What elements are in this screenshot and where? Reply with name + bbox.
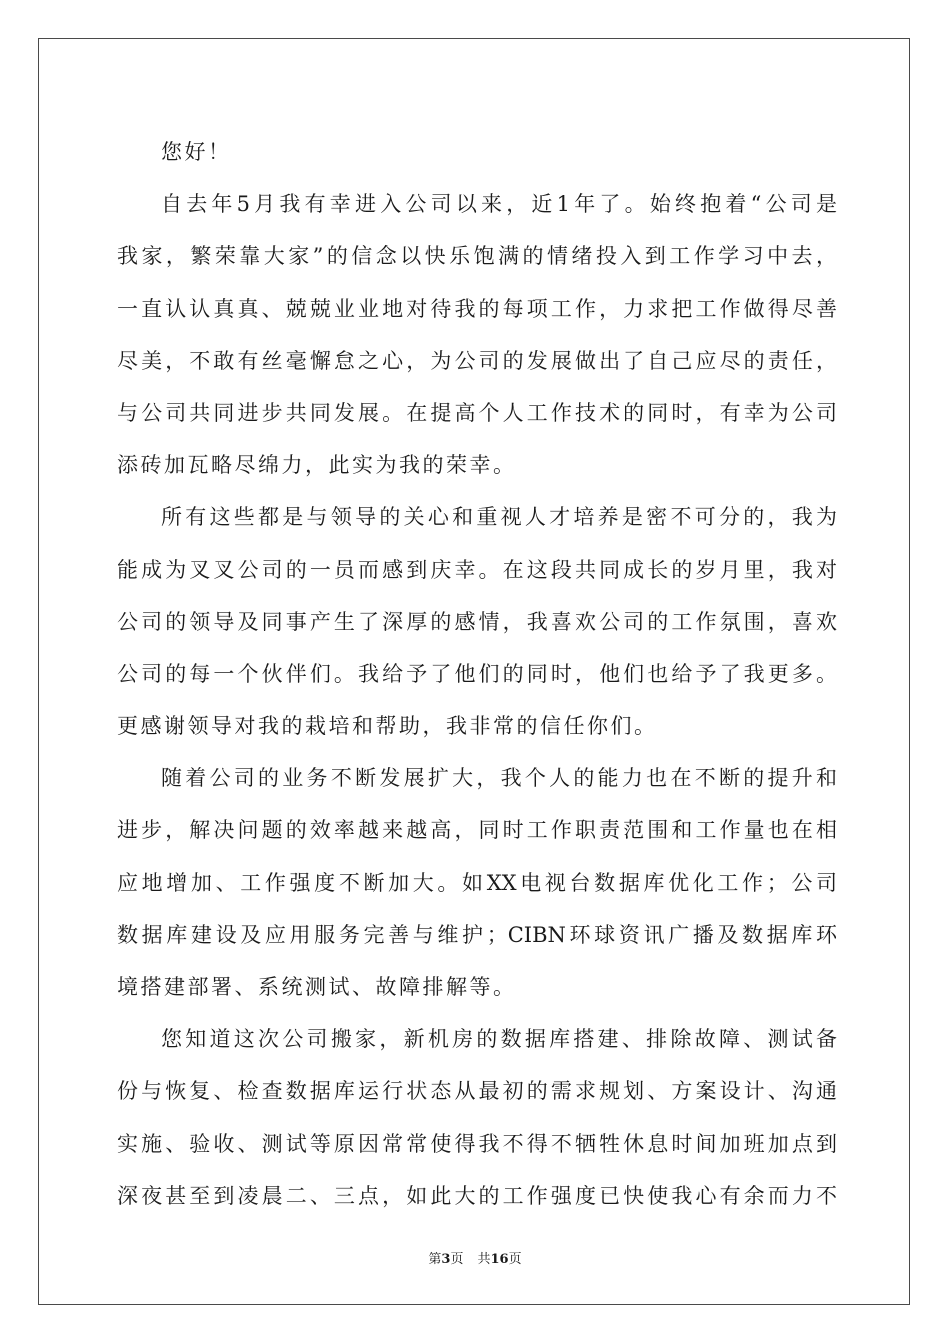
paragraph-2-line-3: 公司的领导及同事产生了深厚的感情，我喜欢公司的工作氛围，喜欢 bbox=[117, 609, 837, 634]
page-footer bbox=[0, 1248, 950, 1267]
total-page-number: 16 bbox=[490, 1252, 509, 1267]
paragraph-3-line-4: 数据库建设及应用服务完善与维护；CIBN环球资讯广播及数据库环 bbox=[117, 922, 837, 947]
letter-body bbox=[117, 126, 837, 1222]
paragraph-3-line-2: 进步，解决问题的效率越来越高，同时工作职责范围和工作量也在相 bbox=[117, 818, 837, 843]
paragraph-1-line-4: 尽美，不敢有丝毫懈怠之心，为公司的发展做出了自己应尽的责任， bbox=[117, 348, 837, 373]
paragraph-1-line-2: 我家，繁荣靠大家”的信念以快乐饱满的情绪投入到工作学习中去， bbox=[117, 244, 837, 269]
total-prefix: 共 bbox=[477, 1252, 491, 1267]
page-unit: 页 bbox=[450, 1252, 464, 1267]
paragraph-4-line-1: 您知道这次公司搬家，新机房的数据库搭建、排除故障、测试备 bbox=[161, 1027, 837, 1052]
paragraph-4-line-3: 实施、验收、测试等原因常常使得我不得不牺牲休息时间加班加点到 bbox=[117, 1131, 837, 1156]
greeting: 您好！ bbox=[161, 140, 232, 164]
paragraph-2-line-2: 能成为叉叉公司的一员而感到庆幸。在这段共同成长的岁月里，我对 bbox=[117, 557, 837, 582]
paragraph-2-line-5: 更感谢领导对我的栽培和帮助，我非常的信任你们。 bbox=[117, 714, 658, 739]
paragraph-1-line-1: 自去年5月我有幸进入公司以来，近1年了。始终抱着“公司是 bbox=[161, 192, 837, 217]
paragraph-3-line-5: 境搭建部署、系统测试、故障排解等。 bbox=[117, 975, 517, 999]
page-prefix: 第 bbox=[428, 1252, 442, 1267]
paragraph-2-line-4: 公司的每一个伙伴们。我给予了他们的同时，他们也给予了我更多。 bbox=[117, 661, 837, 686]
paragraph-3-line-3: 应地增加、工作强度不断加大。如XX电视台数据库优化工作；公司 bbox=[117, 870, 837, 895]
current-page-number: 3 bbox=[441, 1252, 451, 1267]
paragraph-4-line-4: 深夜甚至到凌晨二、三点，如此大的工作强度已快使我心有余而力不 bbox=[117, 1183, 837, 1208]
paragraph-1-line-5: 与公司共同进步共同发展。在提高个人工作技术的同时，有幸为公司 bbox=[117, 400, 837, 425]
paragraph-1-line-3: 一直认认真真、兢兢业业地对待我的每项工作，力求把工作做得尽善 bbox=[117, 296, 837, 321]
paragraph-1-line-6: 添砖加瓦略尽绵力，此实为我的荣幸。 bbox=[117, 453, 517, 478]
paragraph-3-line-1: 随着公司的业务不断发展扩大，我个人的能力也在不断的提升和 bbox=[161, 766, 837, 791]
paragraph-4-line-2: 份与恢复、检查数据库运行状态从最初的需求规划、方案设计、沟通 bbox=[117, 1079, 837, 1104]
total-unit: 页 bbox=[508, 1252, 522, 1267]
paragraph-2-line-1: 所有这些都是与领导的关心和重视人才培养是密不可分的，我为 bbox=[161, 505, 837, 530]
